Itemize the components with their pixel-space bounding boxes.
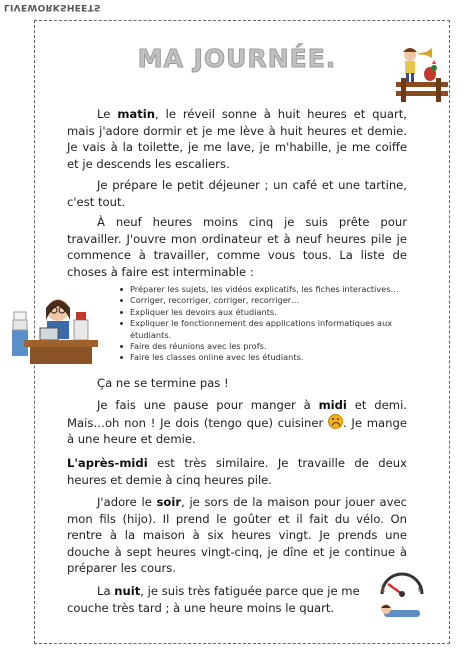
keyword-matin: matin [117, 107, 155, 121]
p5-before: Je fais une pause pour manger à [97, 398, 319, 412]
p1-before: Le [97, 107, 118, 121]
paragraph-night [67, 583, 377, 616]
p5-mid: et demi. Mais…oh non ! Je dois (tengo que) cuisiner [67, 398, 407, 430]
page-title: MA JOURNÉE. [137, 44, 337, 73]
keyword-soir: soir [156, 495, 182, 509]
sad-face-icon [328, 414, 343, 429]
paragraph-never-ends: Ça ne se termine pas ! [97, 376, 229, 390]
tired-illustration [378, 568, 426, 624]
paragraph-lunch [67, 397, 407, 448]
svg-text:F: F [418, 586, 423, 594]
task-item: Corriger, recorriger, corriger, recorriger… [120, 295, 410, 306]
paragraph-morning [67, 106, 407, 172]
task-item: Expliquer les devoirs aux étudiants. [120, 307, 410, 318]
p8-before: La [97, 584, 115, 598]
paragraph-work: À neuf heures moins cinq je suis prête pour travailler. J'ouvre mon ordinateur et à neuf heures pile je commence à travailler, comme vous tous. La liste de choses à faire est interminable : [67, 215, 407, 279]
keyword-midi: midi [318, 398, 347, 412]
trumpet-illustration [392, 44, 450, 104]
teacher-desk-illustration [10, 290, 100, 366]
task-list [120, 284, 410, 364]
task-item: Faire les classes online avec les étudiants. [120, 352, 410, 363]
paragraph-breakfast: Je prépare le petit déjeuner ; un café et une tartine, c'est tout. [67, 178, 407, 209]
p8-after: , je suis très fatiguée parce que je me couche très tard ; à une heure moins le quart. [67, 584, 360, 615]
task-item: Expliquer le fonctionnement des applications informatiques aux étudiants. [120, 318, 410, 341]
p1-after: , le réveil sonne à huit heures et quart, mais j'adore dormir et je me lève à huit heures et demie. Je vais à la toilette, je me lave, je m'habille, je me coiffe et je descends les escaliers. [67, 107, 407, 171]
keyword-nuit: nuit [114, 584, 141, 598]
keyword-apres-midi: L'après-midi [67, 456, 148, 470]
task-item: Préparer les sujets, les vidéos explicatifs, les fiches interactives… [120, 284, 410, 295]
brand-text: LIVEWORKSHEETS [4, 2, 101, 12]
brand-logo [4, 2, 101, 12]
paragraph-evening [67, 494, 407, 577]
task-item: Faire des réunions avec les profs. [120, 341, 410, 352]
p5-after: . Je mange à une heure et demie. [67, 415, 407, 446]
p7-after: , je sors de la maison pour jouer avec mon fils (hijo). Il prend le goûter et il fait du vélo. On rentre à la maison à six heures vingt. Je prends une douche à sept heures vingt-cinq, je dîne et je continue à préparer les cours. [67, 495, 407, 575]
svg-text:E: E [381, 586, 386, 594]
paragraph-afternoon [67, 455, 407, 488]
p7-before: J'adore le [97, 495, 157, 509]
p6-after: est très similaire. Je travaille de deux heures et demie à cinq heures pile. [67, 456, 407, 487]
